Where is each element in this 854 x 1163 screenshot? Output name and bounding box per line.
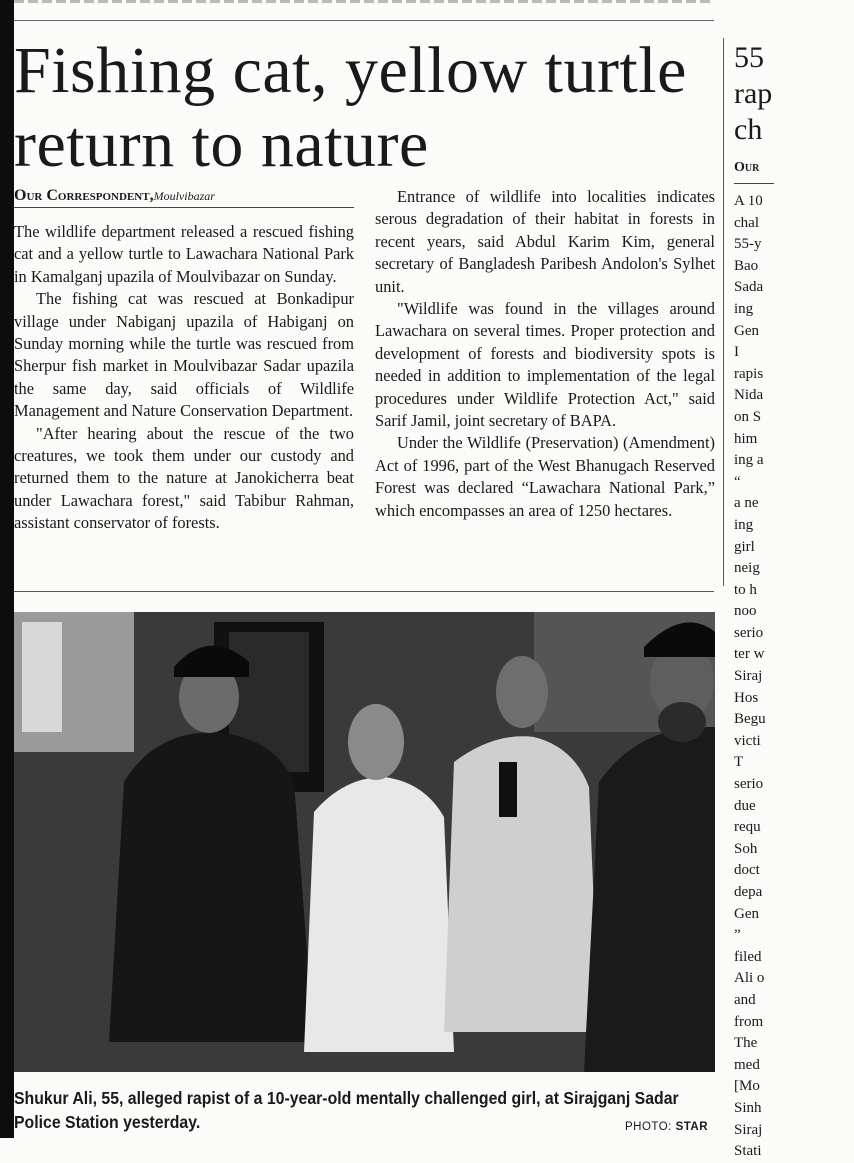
side-story-line: ing xyxy=(734,516,754,533)
side-story-line: Gen xyxy=(734,905,759,922)
side-story-line: doct xyxy=(734,862,760,879)
side-story-line: rapis xyxy=(734,365,764,382)
side-headline-line: ch xyxy=(734,113,763,146)
side-story-line: I xyxy=(734,344,739,361)
side-story-line: Soh xyxy=(734,840,758,857)
paragraph: The wildlife department released a rescued fishing cat and a yellow turtle to Lawachara National Park in Kamalganj upazila of Moulvibazar on Sunday. xyxy=(14,222,354,286)
side-story-line: him xyxy=(734,430,758,447)
side-story-column xyxy=(734,191,854,1163)
side-story-line: ter w xyxy=(734,646,765,663)
side-story-line: Siraj xyxy=(734,668,763,685)
side-story-line: Bao xyxy=(734,257,759,274)
side-story-line: and xyxy=(734,991,756,1008)
side-story-line: victi xyxy=(734,732,761,749)
article-column-2 xyxy=(375,186,715,522)
paragraph: "Wildlife was found in the villages around Lawachara on several times. Proper protection and development of forests and biodiversity spots is needed in addition to implementation of the legal procedures under Wildlife Protection Act," said Sarif Jamil, joint secretary of BAPA. xyxy=(375,299,715,431)
side-story-line: noo xyxy=(734,603,757,620)
side-story-line: Begu xyxy=(734,711,766,728)
side-story-line: to h xyxy=(734,581,757,598)
side-story-line: Stati xyxy=(734,1143,762,1160)
side-story-line: neig xyxy=(734,560,760,577)
side-story-line: serio xyxy=(734,624,764,641)
side-story-line: a ne xyxy=(734,495,759,512)
side-story-line: girl xyxy=(734,538,755,555)
side-story-line: filed xyxy=(734,948,762,965)
photo-credit xyxy=(625,1121,708,1133)
side-headline-line: rap xyxy=(734,77,773,110)
side-story-line: depa xyxy=(734,884,763,900)
byline xyxy=(14,187,354,208)
side-story-line: Gen xyxy=(734,322,759,339)
side-story-line: Sinh xyxy=(734,1099,762,1116)
page-edge-bar xyxy=(0,0,14,1138)
side-story-line: Ali o xyxy=(734,970,765,987)
article-headline: Fishing cat, yellow turtle return to nature xyxy=(14,34,687,181)
side-story-line: 55-y xyxy=(734,236,762,253)
side-story-line: A 10 xyxy=(734,193,763,209)
side-story-line: Nida xyxy=(734,387,764,404)
side-story-line: from xyxy=(734,1013,764,1030)
paragraph: "After hearing about the rescue of the two creatures, we took them under our custody and returned them to the nature at Janokicherra beat under Lawachara forest," said Tabibur Rahman, assistant conservator of forests. xyxy=(14,423,354,533)
side-story-line: [Mo xyxy=(734,1078,760,1095)
side-story-line: The xyxy=(734,1035,758,1052)
side-story-line: T xyxy=(734,754,744,771)
side-story-line: Hos xyxy=(734,689,759,706)
side-story-line: on S xyxy=(734,408,762,425)
section-divider xyxy=(14,591,714,592)
side-story-line: ing a xyxy=(734,452,764,469)
photo-credit-label: PHOTO: xyxy=(625,1121,672,1133)
side-story-line: due xyxy=(734,797,756,814)
paragraph: Entrance of wildlife into localities indicates serous degradation of their habitat in forests in recent years, said Abdul Karim Kim, general secretary of Bangladesh Paribesh Andolon's Sylhet unit. xyxy=(375,187,715,296)
side-story-headline xyxy=(734,40,854,148)
photo-illustration xyxy=(14,612,715,1072)
side-story-line: serio xyxy=(734,776,764,793)
side-story-line: ” xyxy=(734,927,741,944)
side-story-line: med xyxy=(734,1056,760,1073)
paragraph: Under the Wildlife (Preservation) (Amendment) Act of 1996, part of the West Bhanugach Reserved Forest was declared “Lawachara National Park,” which encompasses an area of 1250 hectares. xyxy=(375,433,715,520)
previous-page-text-remnant xyxy=(14,0,714,8)
byline-place: Moulvibazar xyxy=(153,189,215,203)
side-story-byline: Our xyxy=(734,160,760,175)
side-story-line: chal xyxy=(734,214,759,231)
photo-credit-source: STAR xyxy=(675,1121,709,1133)
article-column-1 xyxy=(14,221,354,535)
side-story-line: ing xyxy=(734,300,754,317)
news-photo xyxy=(14,612,715,1072)
side-headline-line: 55 xyxy=(734,41,764,74)
side-story-line: Sada xyxy=(734,279,764,296)
photo-caption: Shukur Ali, 55, alleged rapist of a 10-year-old mentally challenged girl, at Sirajganj Sadar Police Station yesterday. xyxy=(14,1088,679,1132)
side-story-line: “ xyxy=(734,473,741,490)
side-byline-rule xyxy=(734,183,774,184)
top-rule xyxy=(14,20,714,21)
paragraph: The fishing cat was rescued at Bonkadipur village under Nabiganj upazila of Habiganj on Sunday morning while the turtle was rescued from Sherpur fish market in Moulvibazar Sadar upazila the same day, said officials of Wildlife Management and Nature Conservation Department. xyxy=(14,289,354,421)
column-divider xyxy=(723,38,724,586)
side-story-line: requ xyxy=(734,819,761,836)
byline-name: Our Correspondent, xyxy=(14,187,154,204)
side-story-line: Siraj xyxy=(734,1121,763,1138)
